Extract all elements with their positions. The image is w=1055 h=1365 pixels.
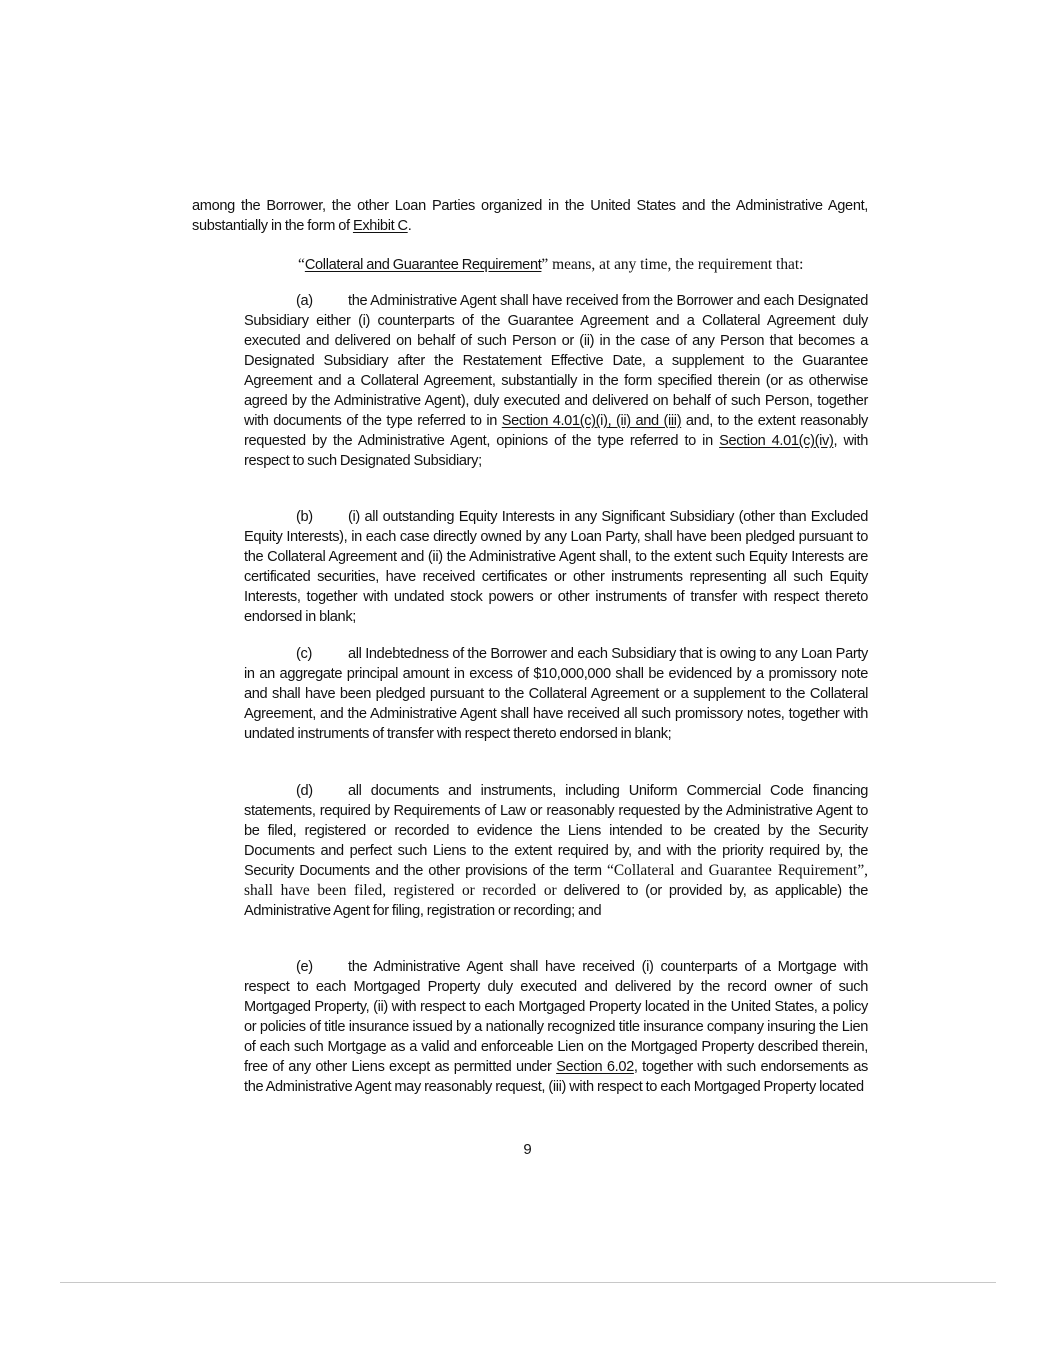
clause-b-label: (b) (296, 509, 313, 525)
open-quote: “ (298, 256, 305, 273)
intro-text: among the Borrower, the other Loan Parties organized in the United States and the Administrative Agent, substantially in the form of (192, 198, 868, 234)
intro-paragraph (192, 196, 868, 236)
clause-a-text: the Administrative Agent shall have received from the Borrower and each Designated Subsidiary either (i) counterparts of the Guarantee Agreement and a Collateral Agreement duly executed and delivered on behalf of such Person or (ii) in the case of any Person that becomes a Designated Subsidiary after the Restatement Effective Date, a supplement to the Guarantee Agreement and a Collateral Agreement, substantially in the form specified therein (or as otherwise agreed by the Administrative Agent), duly executed and delivered on behalf of such Person, together with documents of the type referred to in (244, 293, 868, 429)
clause-b-text: (i) all outstanding Equity Interests in any Significant Subsidiary (other than Excluded Equity Interests), in each case directly owned by any Loan Party, shall have been pledged pursuant to the Collateral Agreement and (ii) the Administrative Agent shall, to the extent such Equity Interests are certificated securities, have received certificates or other instruments representing all such Equity Interests, together with undated stock powers or other instruments of transfer with respect thereto endorsed in blank; (244, 509, 868, 625)
clause-a-text-3: , with respect to such Designated Subsidiary; (244, 433, 869, 469)
section-6-02-link[interactable]: Section 6.02 (556, 1059, 634, 1075)
clause-e-text: the Administrative Agent shall have received (i) counterparts of a Mortgage with respect to each Mortgaged Property duly executed and delivered by the record owner of such Mortgaged Property, (ii) with respect to each Mortgaged Property located in the United States, a policy or policies of title insurance issued by a nationally recognized title insurance company insuring the Lien of each such Mortgage as a valid and enforceable Lien on the Mortgaged Property described therein, free of any other Liens except as permitted under (244, 959, 868, 1075)
exhibit-c-link[interactable]: Exhibit C (352, 218, 408, 234)
clause-a-label: (a) (296, 293, 313, 309)
clause-c-text: all Indebtedness of the Borrower and each Subsidiary that is owing to any Loan Party in an aggregate principal amount in excess of $10,000,000 shall be evidenced by a promissory note and shall have been pledged pursuant to the Collateral Agreement or a supplement to the Collateral Agreement, and the Administrative Agent shall have received all such promissory notes, together with undated instruments of transfer with respect thereto endorsed in blank; (244, 646, 868, 742)
clause-a (244, 291, 868, 471)
page-divider (60, 1282, 996, 1283)
clause-a-text-2: and, to the extent reasonably requested by the Administrative Agent, opinions of the type referred to in (244, 413, 868, 449)
definition-heading (298, 255, 868, 275)
defined-term: Collateral and Guarantee Requirement (304, 257, 542, 273)
clause-d-label: (d) (296, 783, 313, 799)
clause-e-text-2: , together with such endorsements as the Administrative Agent may reasonably request, (iii) with respect to each Mortgaged Property located (244, 1059, 869, 1095)
page-number: 9 (523, 1141, 532, 1158)
clause-e-label: (e) (296, 959, 313, 975)
definition-rest: ” means, at any time, the requirement that: (541, 256, 804, 273)
intro-text-end: . (407, 218, 412, 234)
clause-d-text: all documents and instruments, including Uniform Commercial Code financing statements, required by Requirements of Law or reasonably requested by the Administrative Agent to be filed, registered or recorded to evidence the Liens intended to be created by the Security Documents and perfect such Liens to the extent required by, and with the priority required by, the Security Documents and the other provisions of the term (244, 783, 868, 879)
clause-d (244, 781, 868, 921)
section-4-01-c-iv-link[interactable]: Section 4.01(c)(iv) (719, 433, 834, 449)
clause-c (244, 644, 868, 744)
clause-e (244, 957, 868, 1097)
clause-d-text-2: delivered to (or provided by, as applicable) the Administrative Agent for filing, registration or recording; and (244, 883, 868, 919)
clause-b (244, 507, 868, 627)
clause-c-label: (c) (296, 646, 312, 662)
clause-d-serif-text: “Collateral and Guarantee Requirement”, shall have been filed, registered or recorded or (244, 862, 868, 899)
section-4-01-c-link[interactable]: Section 4.01(c)(i), (ii) and (iii) (501, 413, 682, 429)
